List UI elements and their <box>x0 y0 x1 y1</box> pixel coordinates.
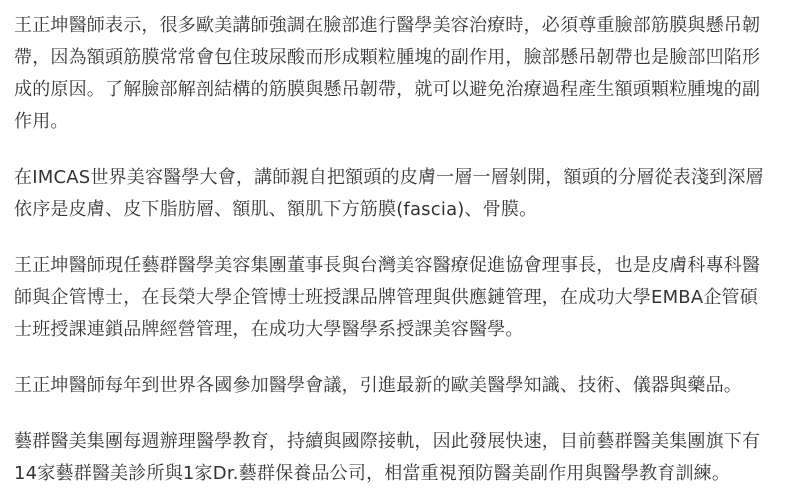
paragraph-line: 王正坤醫師表示，很多歐美講師強調在臉部進行醫學美容治療時，必須尊重臉部筋膜與懸吊韌 <box>14 15 761 36</box>
paragraph-line: 王正坤醫師現任藝群醫學美容集團董事長與台灣美容醫療促進協會理事長，也是皮膚科專科醫 <box>14 255 761 276</box>
paragraph-line: 作用。 <box>14 111 69 132</box>
paragraph-line: 成的原因。了解臉部解剖結構的筋膜與懸吊韌帶，就可以避免治療過程產生額頭顆粒腫塊的副 <box>14 79 761 100</box>
paragraph-line: 依序是皮膚、皮下脂肪層、額肌、額肌下方筋膜(fascia)、骨膜。 <box>14 199 538 220</box>
paragraph-line: 王正坤醫師每年到世界各國參加醫學會議，引進最新的歐美醫學知識、技術、儀器與藥品。 <box>14 375 742 396</box>
paragraph-credentials <box>14 250 786 346</box>
paragraph-conferences <box>14 370 786 402</box>
paragraph-line: 在IMCAS世界美容醫學大會，講師親自把額頭的皮膚一層一層剝開，額頭的分層從表淺到深層 <box>14 167 764 188</box>
paragraph-line: 士班授課連鎖品牌經營管理，在成功大學醫學系授課美容醫學。 <box>14 319 524 340</box>
paragraph-line: 14家藝群醫美診所與1家Dr.藝群保養品公司，相當重視預防醫美副作用與醫學教育訓練。 <box>14 463 731 484</box>
paragraph-fascia-intro <box>14 10 786 138</box>
paragraph-group-education <box>14 426 786 490</box>
paragraph-line: 帶，因為額頭筋膜常常會包住玻尿酸而形成顆粒腫塊的副作用，臉部懸吊韌帶也是臉部凹陷形 <box>14 47 761 68</box>
paragraph-imcas <box>14 162 786 226</box>
paragraph-line: 師與企管博士，在長榮大學企管博士班授課品牌管理與供應鏈管理，在成功大學EMBA企管碩 <box>14 287 758 308</box>
paragraph-line: 藝群醫美集團每週辦理醫學教育，持續與國際接軌，因此發展快速，目前藝群醫美集團旗下有 <box>14 431 761 452</box>
